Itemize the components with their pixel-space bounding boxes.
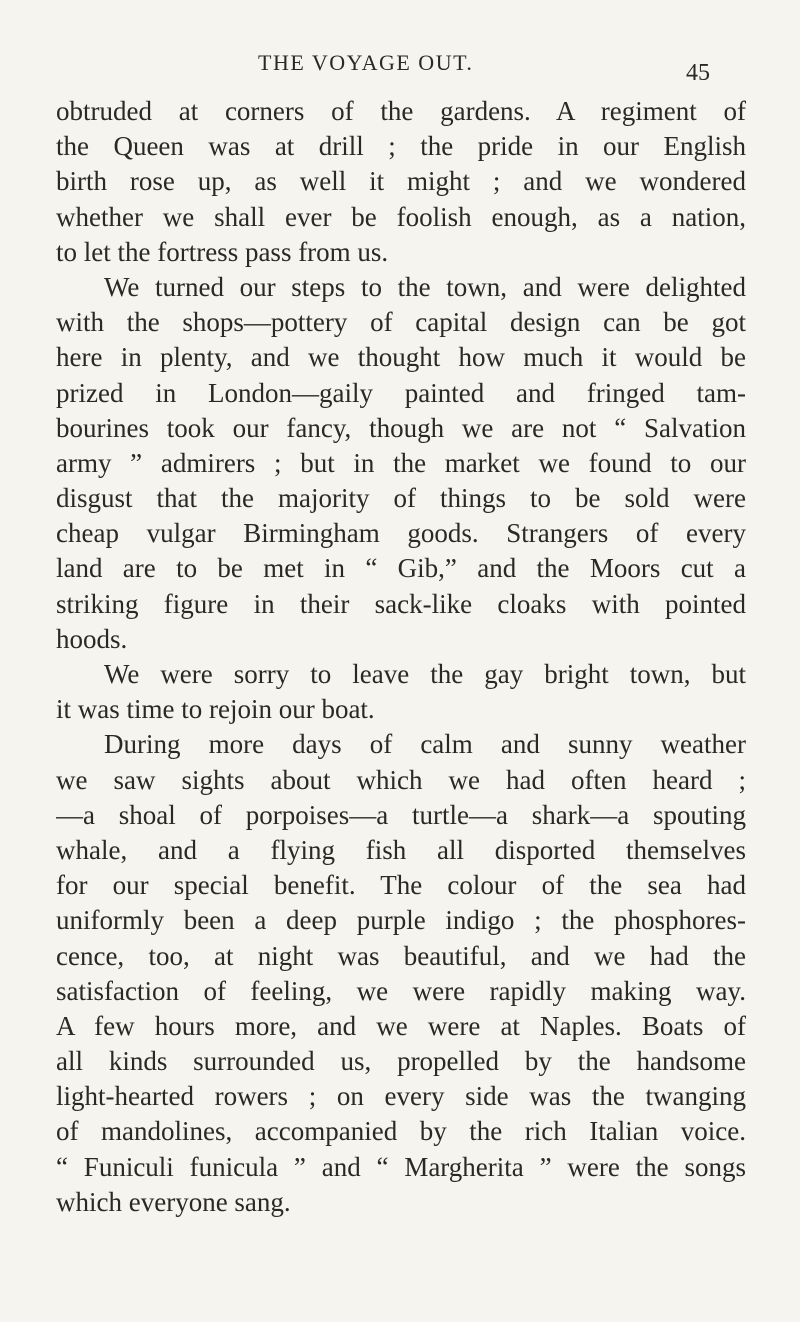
text-line: which everyone sang.: [56, 1186, 291, 1217]
text-line: We turned our steps to the town, and were delighted: [104, 271, 746, 302]
text-line: cheap vulgar Birmingham goods. Strangers of every: [56, 518, 746, 549]
text-line: A few hours more, and we were at Naples. Boats of: [56, 1010, 746, 1041]
text-line: here in plenty, and we thought how much it would be: [56, 342, 746, 373]
body-text: [56, 94, 746, 1220]
text-line: we saw sights about which we had often heard ;: [56, 764, 746, 795]
text-line: whale, and a flying fish all disported themselves: [56, 834, 746, 865]
running-head: THE VOYAGE OUT.: [258, 50, 474, 75]
text-line: with the shops—pottery of capital design can be got: [56, 307, 746, 338]
text-line: During more days of calm and sunny weather: [104, 729, 746, 760]
text-line: of mandolines, accompanied by the rich Italian voice.: [56, 1116, 746, 1147]
text-line: disgust that the majority of things to be sold were: [56, 483, 746, 514]
page-number: 45: [686, 60, 710, 86]
text-line: bourines took our fancy, though we are not “ Salvation: [56, 412, 746, 443]
text-line: army ” admirers ; but in the market we found to our: [56, 447, 746, 478]
text-line: satisfaction of feeling, we were rapidly making way.: [56, 975, 746, 1006]
text-line: birth rose up, as well it might ; and we wondered: [56, 166, 746, 197]
text-line: the Queen was at drill ; the pride in our English: [56, 131, 746, 162]
text-line: all kinds surrounded us, propelled by the handsome: [56, 1046, 746, 1077]
text-line: for our special benefit. The colour of the sea had: [56, 870, 746, 901]
text-line: prized in London—gaily painted and fringed tam-: [56, 377, 746, 408]
text-line: We were sorry to leave the gay bright town, but: [104, 659, 746, 689]
text-line: —a shoal of porpoises—a turtle—a shark—a spouting: [56, 799, 746, 830]
text-line: cence, too, at night was beautiful, and we had the: [56, 940, 746, 971]
text-line: striking figure in their sack-like cloaks with pointed: [56, 588, 746, 619]
text-line: land are to be met in “ Gib,” and the Moors cut a: [56, 553, 746, 584]
text-line: uniformly been a deep purple indigo ; the phosphores-: [56, 905, 746, 936]
text-line: hoods.: [56, 623, 128, 654]
text-line: obtruded at corners of the gardens. A regiment of: [56, 96, 746, 126]
text-line: to let the fortress pass from us.: [56, 236, 389, 267]
text-line: whether we shall ever be foolish enough, as a nation,: [56, 201, 746, 232]
text-line: “ Funiculi funicula ” and “ Margherita ” were the songs: [56, 1151, 746, 1182]
text-line: it was time to rejoin our boat.: [56, 694, 375, 725]
text-line: light-hearted rowers ; on every side was the twanging: [56, 1081, 746, 1112]
